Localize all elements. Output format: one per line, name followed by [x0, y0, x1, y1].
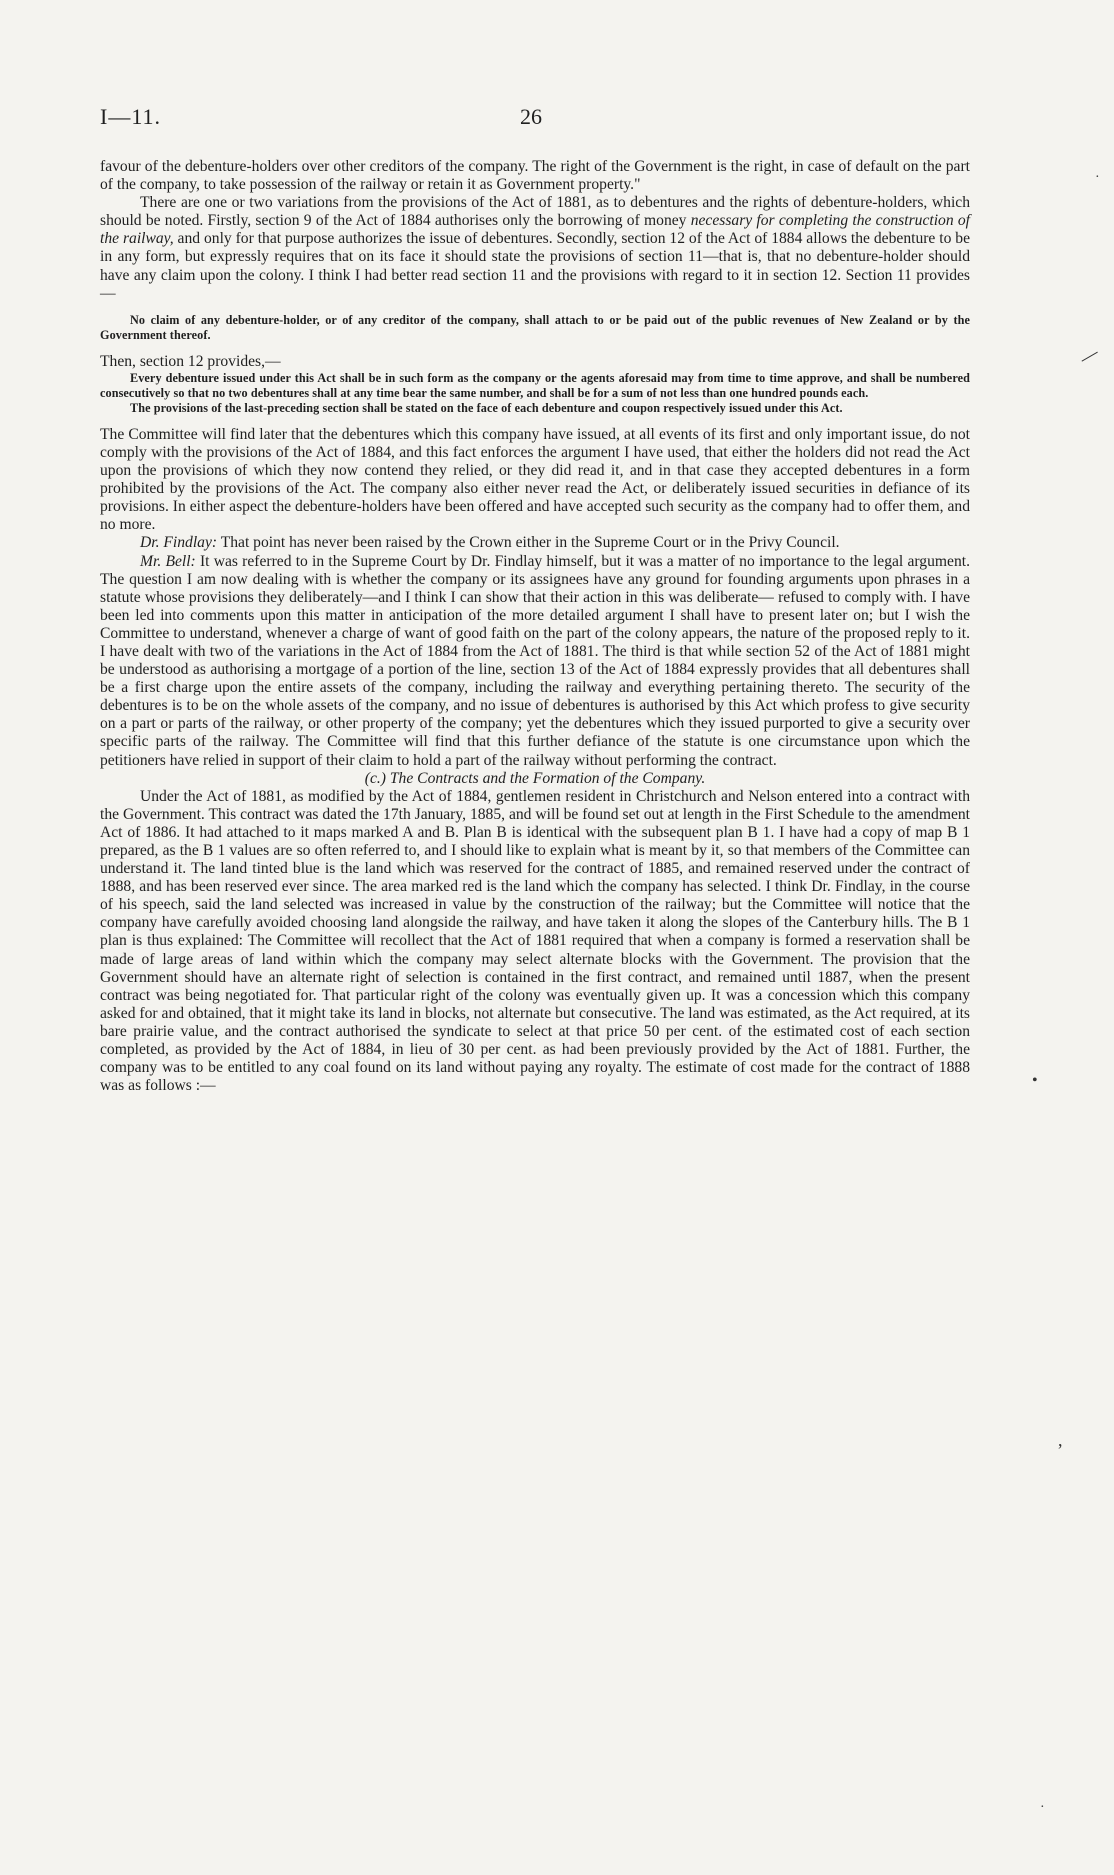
paragraph-3: Then, section 12 provides,—	[100, 352, 281, 370]
scan-mark: ·	[1095, 170, 1100, 185]
paragraph-6-text: It was referred to in the Supreme Court by Dr. Findlay himself, but it was a matter of no importance to the legal argument. The question I am now dealing with is whether the company or its assignees have any ground for founding arguments upon phrases in a statute whose provisions they deliberately—and I think I can show that their action in this was deliberate— refused to comply with. I have been led into comments upon this matter in anticipation of the more detailed argument I shall have to present later on; but I wish the Committee to understand, whenever a charge of want of good faith on the part of the colony appears, the nature of the proposed reply to it. I have dealt with two of the variations in the Act of 1884 from the Act of 1881. The third is that while section 52 of the Act of 1881 might be understood as authorising a mortgage of a portion of the line, section 13 of the Act of 1884 expressly provides that all debentures shall be a first charge upon the entire assets of the company, including the railway and everything pertaining thereto. The security of the debentures is to be on the whole assets of the company, and no issue of debentures is authorised by this Act which profess to give security on a part or parts of the railway, or other property of the company; yet the debentures which they issued purported to give a security over specific parts of the railway. The Committee will find that this further defiance of the statute is one circumstance upon which the petitioners have relied in support of their claim to hold a part of the railway without performing the contract.	[100, 552, 970, 769]
speaker-findlay: Dr. Findlay:	[140, 534, 218, 552]
section-heading: (c.) The Contracts and the Formation of the Company.	[364, 769, 706, 787]
paragraph-6	[100, 553, 970, 770]
paragraph-2	[100, 194, 970, 303]
scan-mark: ·	[1040, 1800, 1045, 1815]
paragraph-1: favour of the debenture-holders over other creditors of the company. The right of the Government is the right, in case of default on the part of the company, to take possession of the railway or retain it as Government property."	[100, 158, 970, 194]
paragraph-5	[100, 534, 970, 552]
speaker-bell: Mr. Bell:	[140, 552, 196, 570]
scan-mark: ,	[1058, 1430, 1063, 1450]
paragraph-2-text-a: There are one or two variations from the provisions of the Act of 1881, as to debentures and the rights of debenture-holders, which should be noted. Firstly, section 9 of the Act of 1884 authorises only the borrowing of money	[100, 194, 970, 230]
document-body	[100, 158, 970, 1095]
paragraph-2-text-b: and only for that purpose authorizes the issue of debentures. Secondly, section 12 of the Act of 1884 allows the debenture to be in any form, but expressly requires that on its face it should state the provisions of section 11—that is, that no debenture-holder should have any claim upon the colony. I think I had better read section 11 and the provisions with regard to it in section 12. Section 11 provides—	[100, 230, 971, 302]
paragraph-2-emphasis: necessary for completing the construction of the railway,	[100, 212, 970, 248]
quote-section-12-a: Every debenture issued under this Act shall be in such form as the company or the agents aforesaid may from time to time approve, and shall be numbered consecutively so that no two debentures shall at any time bear the same number, and shall be for a sum of not less than one hundred pounds each.	[100, 370, 970, 400]
paragraph-5-text: That point has never been raised by the Crown either in the Supreme Court or in the Privy Council.	[217, 534, 840, 552]
quote-section-12-b: The provisions of the last-preceding section shall be stated on the face of each debenture and coupon respectively issued under this Act.	[130, 400, 843, 415]
paragraph-4: The Committee will find later that the debentures which this company have issued, at all events of its first and only important issue, do not comply with the provisions of the Act of 1884, and this fact enforces the argument I have used, that either the holders did not read the Act upon the provisions of which they now contend they relied, or they did read it, and in that case they accepted debentures in a form prohibited by the provisions of the Act. The company also either never read the Act, or deliberately issued securities in defiance of its provisions. In either aspect the debenture-holders have been offered and have accepted such security as the company had to offer them, and no more.	[100, 425, 970, 534]
paragraph-7: Under the Act of 1881, as modified by the Act of 1884, gentlemen resident in Christchurch and Nelson entered into a contract with the Government. This contract was dated the 17th January, 1885, and will be found set out at length in the First Schedule to the amendment Act of 1886. It had attached to it maps marked A and B. Plan B is identical with the subsequent plan B 1. I have had a copy of map B 1 prepared, as the B 1 values are so often referred to, and I should like to explain what is meant by it, so that members of the Committee can understand it. The land tinted blue is the land which was reserved for the contract of 1885, and remained reserved under the contract of 1888, and has been reserved ever since. The area marked red is the land which the company has selected. I think Dr. Findlay, in the course of his speech, said the land selected was increased in value by the construction of the railway; but the Committee will notice that the company have carefully avoided choosing land alongside the railway, and have taken it along the slopes of the Canterbury hills. The B 1 plan is thus explained: The Committee will recollect that the Act of 1881 required that when a company is formed a reservation shall be made of large areas of land within which the company may select alternate blocks with the Government. The provision that the Government should have an alternate right of selection is contained in the first contract, and remained until 1887, when the present contract was being negotiated for. That particular right of the colony was eventually given up. It was a concession which this company asked for and obtained, that it might take its land in blocks, not alternate but consecutive. The land was estimated, as the Act required, at its bare prairie value, and the contract authorised the syndicate to select at that price 50 per cent. of the estimated cost of each section completed, as provided by the Act of 1884, in lieu of 30 per cent. as had been previously provided by the Act of 1881. Further, the company was to be entitled to any coal found on its land without paying any royalty. The estimate of cost made for the contract of 1888 was as follows :—	[100, 787, 970, 1095]
quote-section-11: No claim of any debenture-holder, or of any creditor of the company, shall attach to or be paid out of the public revenues of New Zealand or by the Government thereof.	[100, 312, 970, 342]
scan-mark: —	[1075, 341, 1102, 369]
page-reference: I—11.	[100, 104, 162, 129]
page-number: 26	[520, 104, 542, 129]
page-header	[100, 104, 980, 134]
scan-mark: •	[1032, 1072, 1038, 1089]
